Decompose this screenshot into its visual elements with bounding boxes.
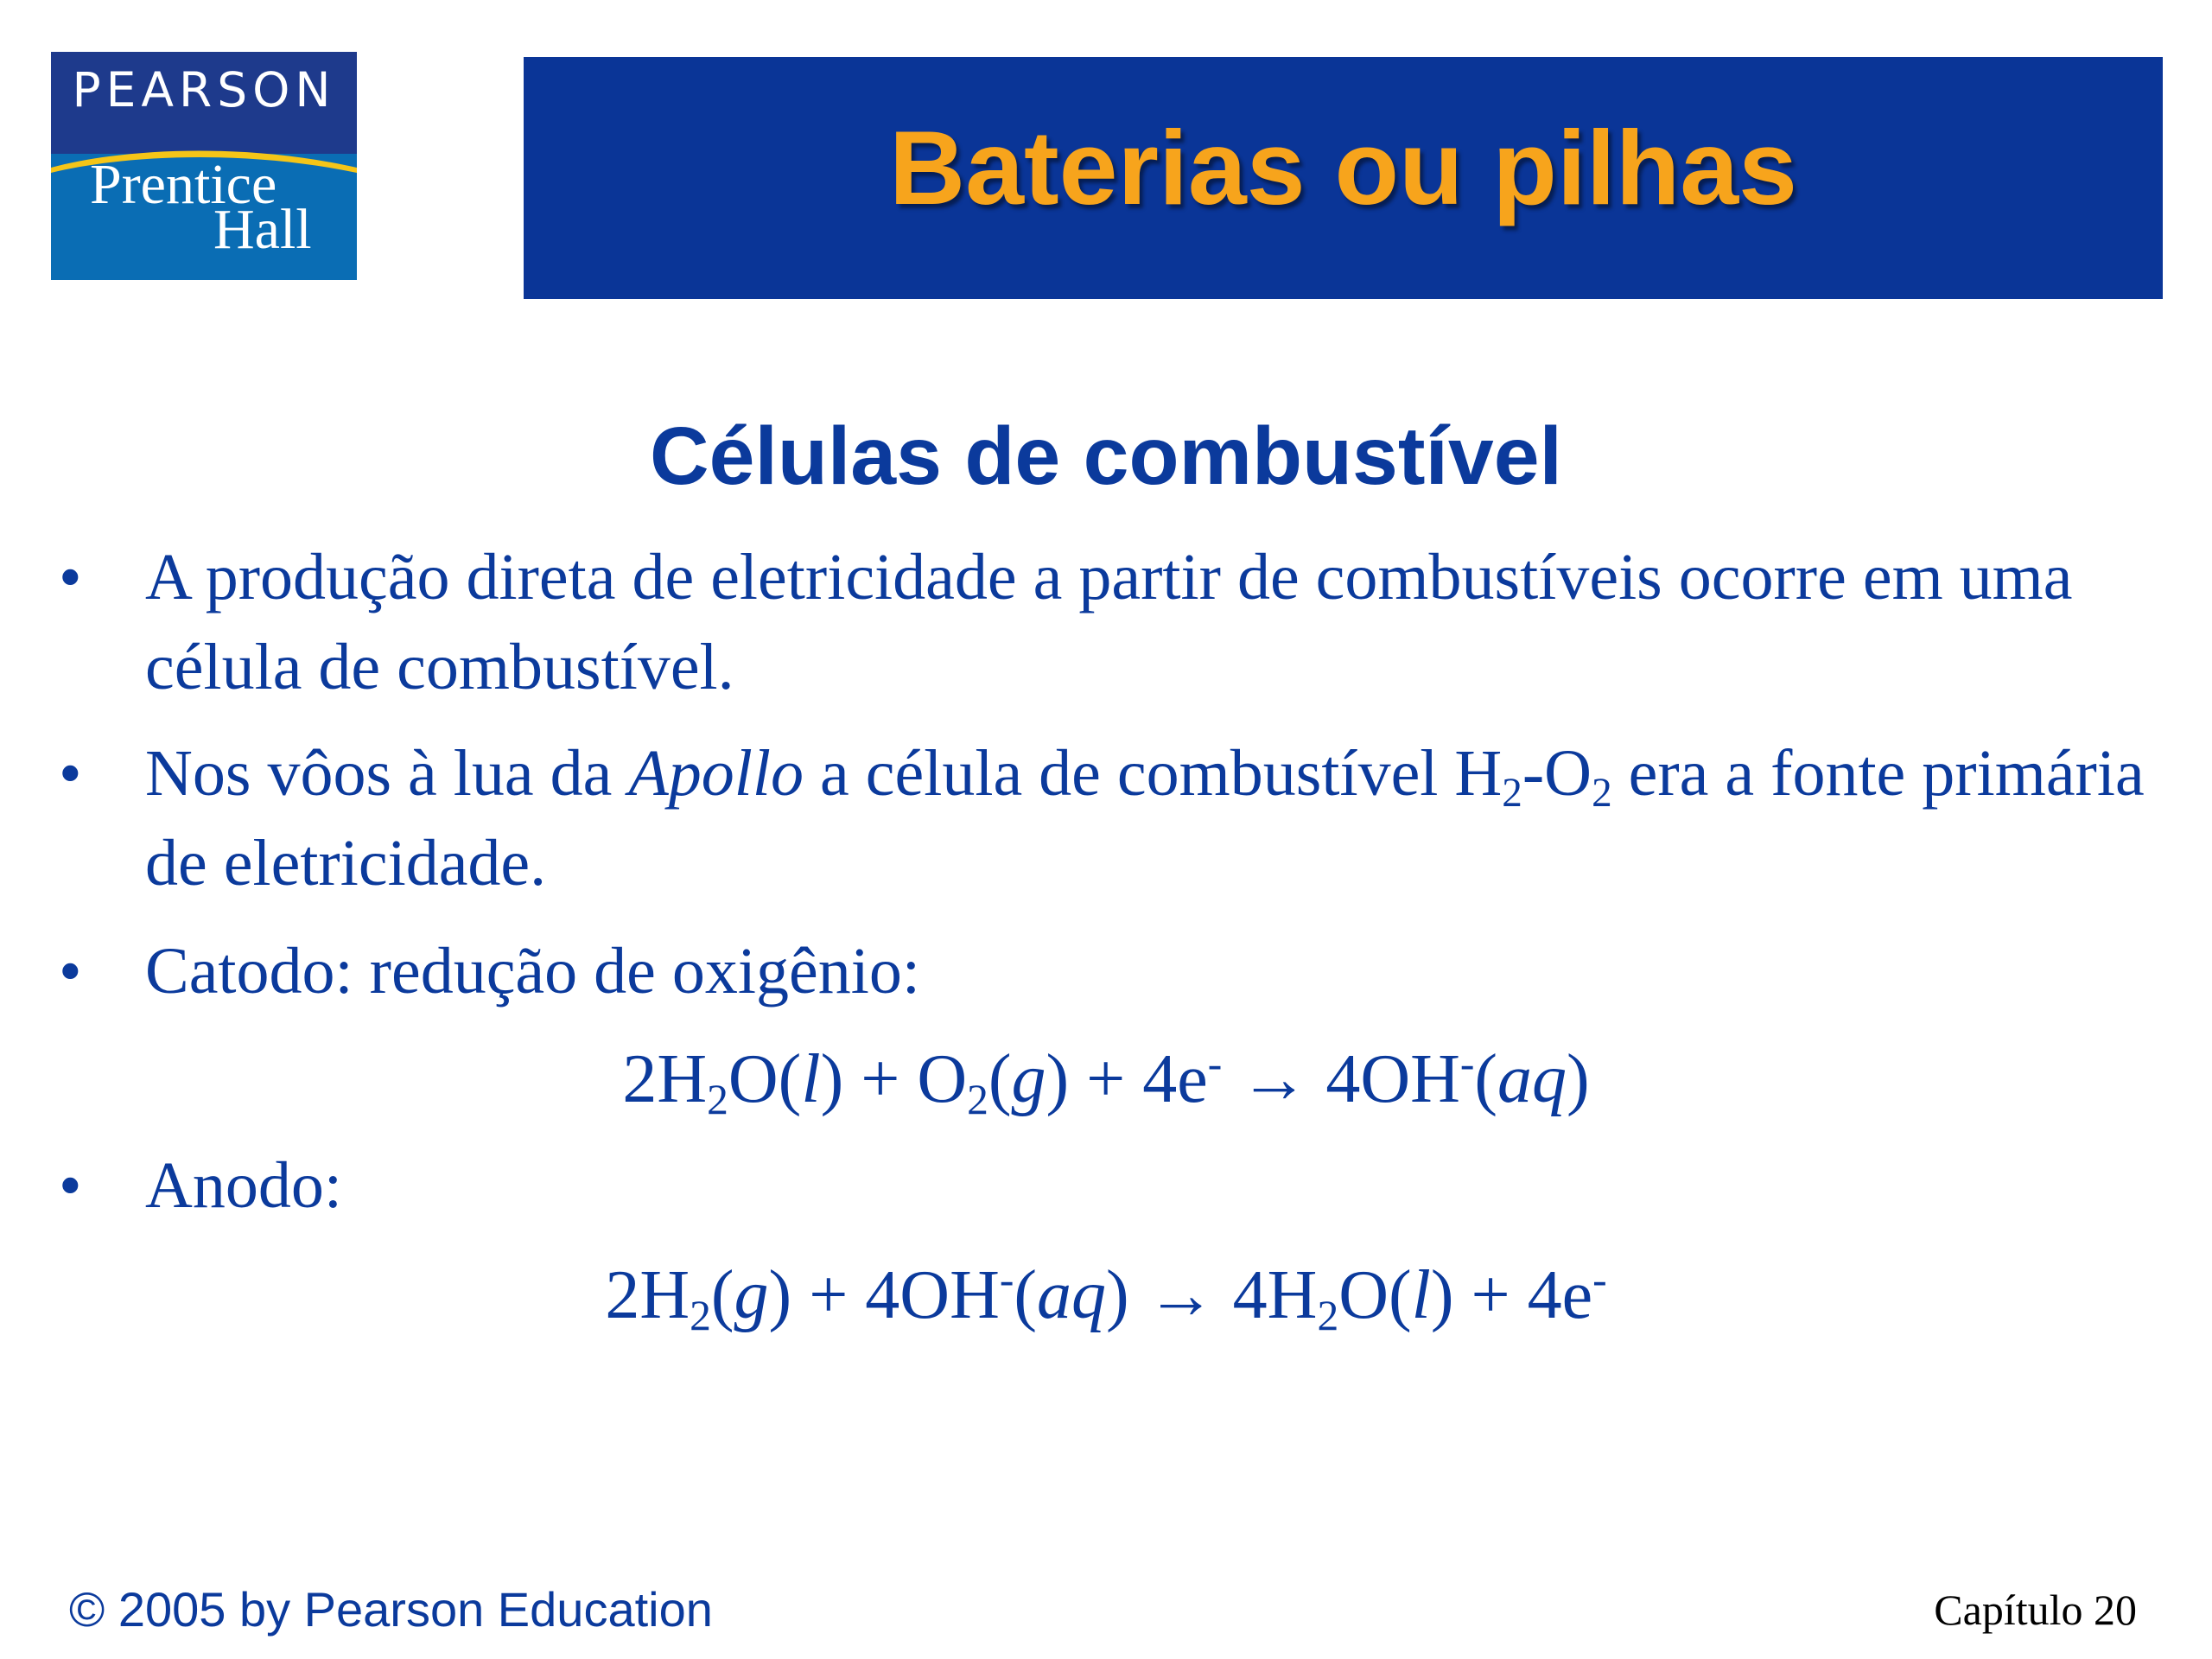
superscript: - — [1459, 1039, 1475, 1088]
eq-italic: l — [801, 1041, 821, 1117]
bullet-item — [59, 532, 2184, 712]
eq-part: ) + 4e — [1430, 1257, 1593, 1333]
bullet-text: Anodo: — [145, 1149, 342, 1222]
pearson-prentice-hall-logo — [51, 52, 357, 280]
eq-part: ) + O — [820, 1041, 968, 1117]
apollo-italic: Apollo — [628, 737, 804, 810]
bullet-text-part: Nos vôos à lua da — [145, 737, 629, 810]
subscript: 2 — [1502, 771, 1522, 817]
bullet-marker: • — [59, 737, 82, 810]
eq-part: ( — [988, 1041, 1012, 1117]
logo-line1: Prentice — [90, 153, 277, 216]
bullet-item — [59, 1141, 2184, 1230]
eq-italic: l — [1411, 1257, 1431, 1333]
subscript: 2 — [707, 1075, 728, 1123]
eq-part: ( — [1474, 1041, 1498, 1117]
eq-part: O( — [1338, 1257, 1412, 1333]
bullet-text: Catodo: redução de oxigênio: — [145, 935, 920, 1007]
superscript: - — [999, 1255, 1014, 1304]
eq-part: ) — [1567, 1041, 1590, 1117]
bullet-marker: • — [59, 541, 82, 613]
bullet-text-part: -O — [1522, 737, 1592, 810]
eq-part: O( — [728, 1041, 802, 1117]
subscript: 2 — [1317, 1291, 1339, 1339]
slide-title: Baterias ou pilhas — [889, 109, 1797, 226]
bullet-text-part: era a fonte primária de eletricidade. — [145, 737, 2145, 899]
eq-part: → 4OH — [1222, 1041, 1460, 1117]
bullet-marker: • — [59, 1149, 82, 1222]
superscript: - — [1592, 1255, 1607, 1304]
bullet-marker: • — [59, 935, 82, 1007]
eq-part: ) + 4OH — [768, 1257, 1000, 1333]
copyright-footer: © 2005 by Pearson Education — [69, 1582, 713, 1637]
bullet-text: A produção direta de eletricidade a partir de combustíveis ocorre em uma célula de combustível. — [145, 541, 2073, 703]
eq-part: ( — [710, 1257, 734, 1333]
anode-equation — [0, 1248, 2212, 1343]
logo-brand: PEARSON — [72, 62, 336, 118]
bullet-item — [59, 728, 2184, 908]
eq-part: ) + 4e — [1046, 1041, 1208, 1117]
eq-part: 2H — [622, 1041, 708, 1117]
eq-part: 2H — [605, 1257, 690, 1333]
eq-part: ) → 4H — [1106, 1257, 1318, 1333]
title-bar — [524, 57, 2163, 299]
eq-part: ( — [1014, 1257, 1038, 1333]
bullet-item — [59, 926, 2184, 1016]
superscript: - — [1207, 1039, 1223, 1088]
eq-italic: g — [734, 1257, 769, 1333]
bullet-text-part: a célula de combustível H — [804, 737, 1503, 810]
cathode-equation — [0, 1032, 2212, 1127]
logo-line2: Hall — [213, 198, 312, 261]
chapter-label: Capítulo 20 — [1934, 1586, 2137, 1634]
eq-italic: aq — [1497, 1041, 1567, 1117]
eq-italic: aq — [1037, 1257, 1107, 1333]
subscript: 2 — [690, 1291, 711, 1339]
eq-italic: g — [1011, 1041, 1046, 1117]
subscript: 2 — [967, 1075, 988, 1123]
section-subtitle: Células de combustível — [650, 410, 1562, 502]
subscript: 2 — [1592, 771, 1612, 817]
